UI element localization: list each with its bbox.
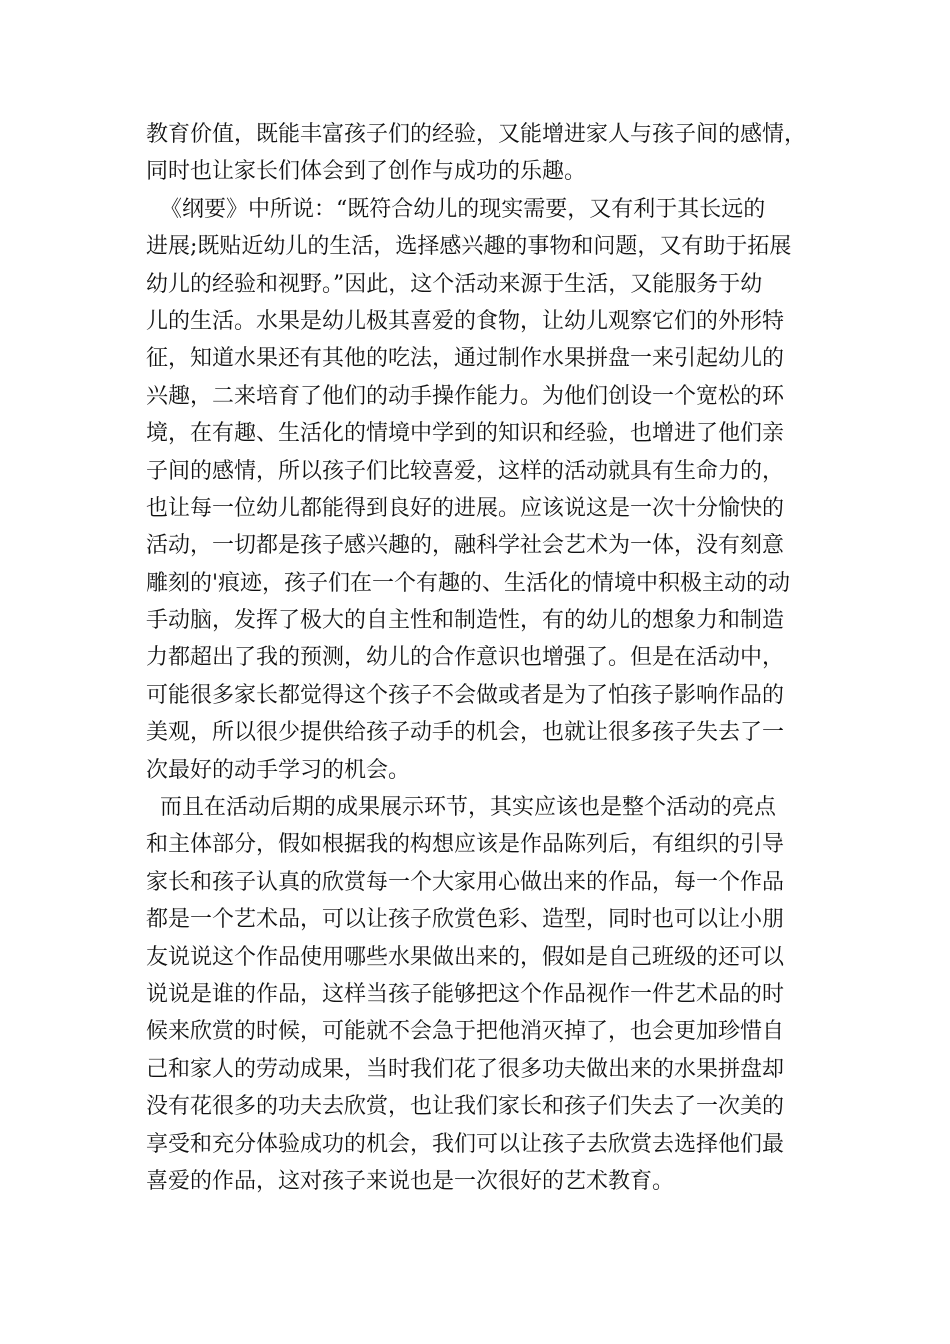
text-line: 都是一个艺术品，可以让孩子欣赏色彩、造型，同时也可以让小朋 (146, 907, 785, 933)
text-line: 己和家人的劳动成果，当时我们花了很多功夫做出来的水果拼盘却 (146, 1056, 785, 1082)
text-line: 美观，所以很少提供给孩子动手的机会，也就让很多孩子失去了一 (146, 720, 785, 746)
body-text (146, 116, 826, 1200)
text-line: 雕刻的'痕迹，孩子们在一个有趣的、生活化的情境中积极主动的动 (146, 570, 791, 596)
text-line: 也让每一位幼儿都能得到良好的进展。应该说这是一次十分愉快的 (146, 495, 785, 521)
text-line: 次最好的动手学习的机会。 (146, 757, 411, 783)
text-line: 活动，一切都是孩子感兴趣的，融科学社会艺术为一体，没有刻意 (146, 533, 785, 559)
text-line: 子间的感情，所以孩子们比较喜爱，这样的活动就具有生命力的， (146, 458, 785, 484)
text-line: 征，知道水果还有其他的吃法，通过制作水果拼盘一来引起幼儿的 (146, 346, 785, 372)
text-line: 享受和充分体验成功的机会，我们可以让孩子去欣赏去选择他们最 (146, 1131, 785, 1157)
text-line: 兴趣，二来培育了他们的动手操作能力。为他们创设一个宽松的环 (146, 383, 785, 409)
text-line: 候来欣赏的时候，可能就不会急于把他消灭掉了，也会更加珍惜自 (146, 1019, 785, 1045)
text-line: 力都超出了我的预测，幼儿的合作意识也增强了。但是在活动中， (146, 645, 785, 671)
text-line: 可能很多家长都觉得这个孩子不会做或者是为了怕孩子影响作品的 (146, 682, 785, 708)
text-line: 进展;既贴近幼儿的生活，选择感兴趣的事物和问题，又有助于拓展 (146, 234, 792, 260)
text-line: 说说是谁的作品，这样当孩子能够把这个作品视作一件艺术品的时 (146, 981, 785, 1007)
text-line: 同时也让家长们体会到了创作与成功的乐趣。 (146, 159, 587, 185)
text-line: 家长和孩子认真的欣赏每一个大家用心做出来的作品，每一个作品 (146, 869, 785, 895)
text-line: 教育价值，既能丰富孩子们的经验，又能增进家人与孩子间的感情， (146, 122, 807, 147)
text-line: 和主体部分，假如根据我的构想应该是作品陈列后，有组织的引导 (146, 832, 785, 858)
text-line: 手动脑，发挥了极大的自主性和制造性，有的幼儿的想象力和制造 (146, 608, 785, 634)
text-line: 而且在活动后期的成果展示环节，其实应该也是整个活动的亮点 (146, 795, 776, 821)
text-line: 境，在有趣、生活化的情境中学到的知识和经验，也增进了他们亲 (146, 421, 785, 447)
text-line: 友说说这个作品使用哪些水果做出来的，假如是自己班级的还可以 (146, 944, 785, 970)
text-line: 儿的生活。水果是幼儿极其喜爱的食物，让幼儿观察它们的外形特 (146, 308, 785, 334)
text-line: 幼儿的经验和视野。”因此，这个活动来源于生活，又能服务于幼 (146, 271, 763, 297)
text-line: 没有花很多的功夫去欣赏，也让我们家长和孩子们失去了一次美的 (146, 1094, 785, 1120)
text-line: 喜爱的作品，这对孩子来说也是一次很好的艺术教育。 (146, 1168, 675, 1194)
text-line: 《纲要》中所说：“既符合幼儿的现实需要，又有利于其长远的 (146, 196, 766, 222)
